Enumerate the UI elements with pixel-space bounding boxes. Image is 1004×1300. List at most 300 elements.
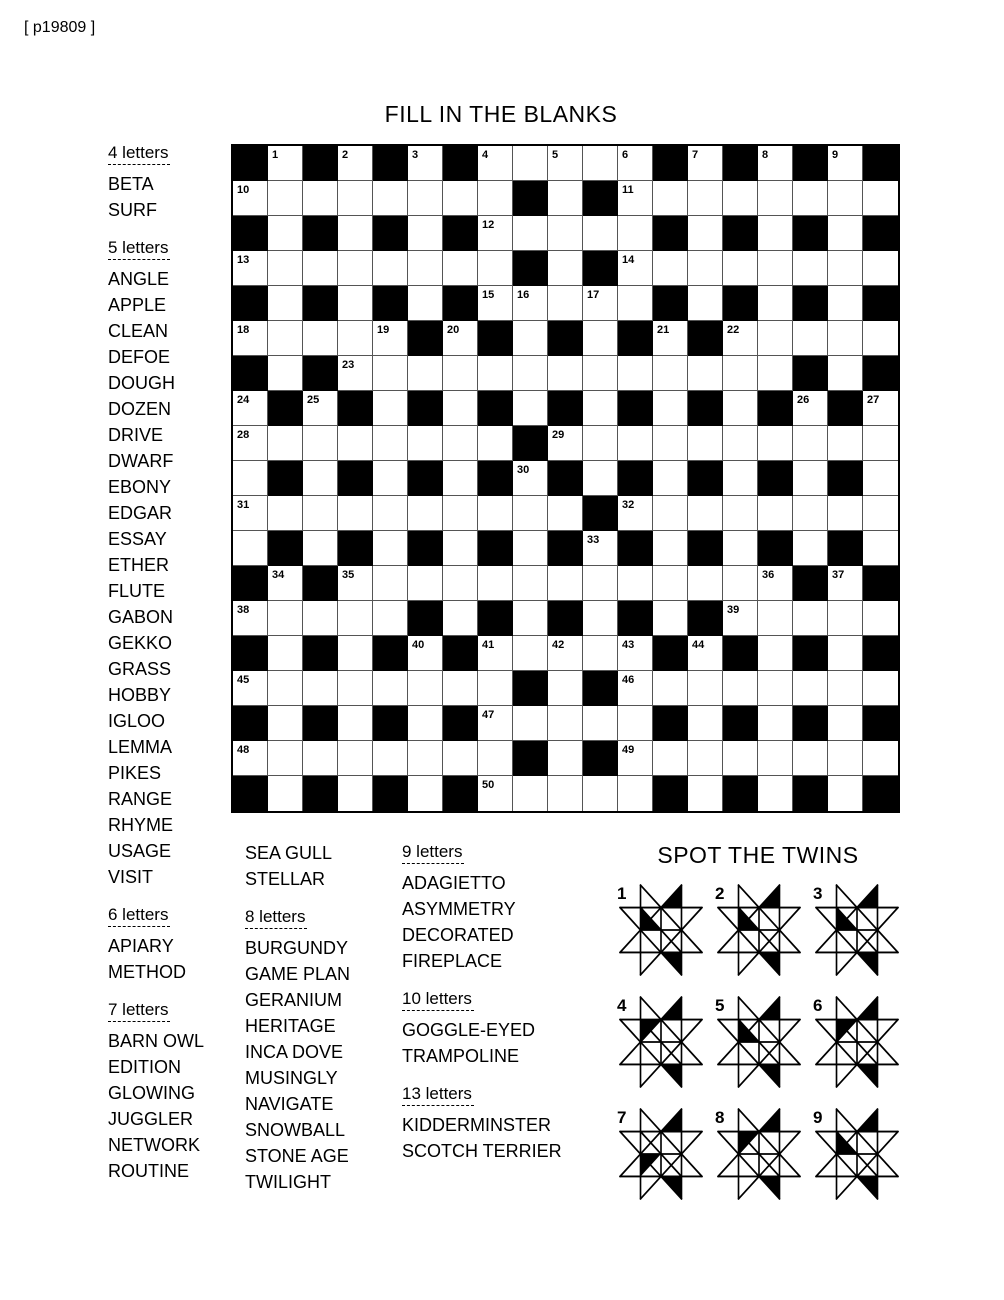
black-cell bbox=[513, 181, 548, 216]
clue-number: 40 bbox=[412, 639, 425, 651]
black-cell bbox=[338, 391, 373, 426]
clue-number: 44 bbox=[692, 639, 705, 651]
clue-number: 38 bbox=[237, 604, 250, 616]
grid-cell bbox=[758, 146, 793, 181]
black-cell bbox=[863, 216, 898, 251]
grid-cell bbox=[583, 321, 618, 356]
grid-cell bbox=[653, 356, 688, 391]
grid-cell bbox=[828, 671, 863, 706]
black-cell bbox=[303, 636, 338, 671]
grid-cell bbox=[408, 286, 443, 321]
grid-cell bbox=[338, 426, 373, 461]
black-cell bbox=[723, 776, 758, 811]
clue-number: 46 bbox=[622, 674, 635, 686]
black-cell bbox=[268, 391, 303, 426]
grid-cell bbox=[653, 741, 688, 776]
clue-number: 31 bbox=[237, 499, 250, 511]
black-cell bbox=[583, 741, 618, 776]
word-item: IGLOO bbox=[108, 711, 166, 731]
grid-cell bbox=[408, 741, 443, 776]
grid-cell bbox=[548, 776, 583, 811]
grid-cell bbox=[583, 706, 618, 741]
grid-cell bbox=[758, 741, 793, 776]
word-item: CLEAN bbox=[108, 321, 169, 341]
grid-cell bbox=[688, 356, 723, 391]
grid-cell bbox=[338, 741, 373, 776]
clue-number: 42 bbox=[552, 639, 565, 651]
word-group-heading: 4 letters bbox=[108, 142, 170, 165]
black-cell bbox=[863, 566, 898, 601]
black-cell bbox=[443, 216, 478, 251]
grid-cell bbox=[618, 741, 653, 776]
grid-cell bbox=[863, 391, 898, 426]
word-group bbox=[108, 999, 204, 1184]
black-cell bbox=[618, 531, 653, 566]
grid-cell bbox=[373, 461, 408, 496]
grid-cell bbox=[723, 461, 758, 496]
black-cell bbox=[233, 776, 268, 811]
black-cell bbox=[793, 706, 828, 741]
grid-cell bbox=[863, 531, 898, 566]
grid-cell bbox=[583, 356, 618, 391]
grid-cell bbox=[408, 636, 443, 671]
word-group bbox=[402, 1083, 562, 1164]
word-item: DOZEN bbox=[108, 399, 171, 419]
grid-cell bbox=[863, 251, 898, 286]
grid-cell bbox=[478, 251, 513, 286]
word-item: TRAMPOLINE bbox=[402, 1046, 520, 1066]
word-item: EDGAR bbox=[108, 503, 173, 523]
grid-cell bbox=[268, 671, 303, 706]
grid-cell bbox=[338, 286, 373, 321]
grid-cell bbox=[338, 251, 373, 286]
black-cell bbox=[233, 146, 268, 181]
grid-cell bbox=[793, 601, 828, 636]
grid-cell bbox=[268, 286, 303, 321]
word-item: BETA bbox=[108, 174, 154, 194]
clue-number: 8 bbox=[762, 149, 769, 161]
grid-cell bbox=[373, 496, 408, 531]
grid-cell bbox=[653, 671, 688, 706]
grid-cell bbox=[793, 741, 828, 776]
grid-cell bbox=[478, 356, 513, 391]
black-cell bbox=[338, 461, 373, 496]
grid-cell bbox=[408, 776, 443, 811]
grid-cell bbox=[443, 496, 478, 531]
grid-cell bbox=[758, 601, 793, 636]
grid-cell bbox=[653, 531, 688, 566]
black-cell bbox=[443, 286, 478, 321]
black-cell bbox=[688, 531, 723, 566]
grid-cell bbox=[513, 496, 548, 531]
word-item: ESSAY bbox=[108, 529, 167, 549]
grid-cell bbox=[268, 776, 303, 811]
grid-cell bbox=[758, 671, 793, 706]
black-cell bbox=[408, 601, 443, 636]
grid-cell bbox=[793, 391, 828, 426]
clue-number: 39 bbox=[727, 604, 740, 616]
word-item: NETWORK bbox=[108, 1135, 200, 1155]
grid-cell bbox=[758, 251, 793, 286]
black-cell bbox=[793, 636, 828, 671]
grid-cell bbox=[688, 286, 723, 321]
grid-cell bbox=[373, 181, 408, 216]
black-cell bbox=[303, 146, 338, 181]
black-cell bbox=[583, 251, 618, 286]
grid-cell bbox=[303, 601, 338, 636]
twin-star-7[interactable] bbox=[617, 1108, 703, 1200]
word-item: GRASS bbox=[108, 659, 172, 679]
grid-cell bbox=[408, 181, 443, 216]
black-cell bbox=[653, 706, 688, 741]
clue-number: 7 bbox=[692, 149, 699, 161]
grid-cell bbox=[408, 251, 443, 286]
grid-cell bbox=[618, 251, 653, 286]
grid-cell bbox=[653, 181, 688, 216]
grid-cell bbox=[828, 426, 863, 461]
grid-cell bbox=[828, 356, 863, 391]
black-cell bbox=[548, 321, 583, 356]
grid-cell bbox=[583, 601, 618, 636]
grid-cell bbox=[583, 146, 618, 181]
grid-cell bbox=[583, 531, 618, 566]
word-item: DECORATED bbox=[402, 925, 514, 945]
grid-cell bbox=[268, 356, 303, 391]
grid-cell bbox=[443, 671, 478, 706]
grid-cell bbox=[233, 671, 268, 706]
grid-cell bbox=[828, 741, 863, 776]
grid-cell bbox=[758, 321, 793, 356]
grid-cell bbox=[828, 706, 863, 741]
twin-star-2[interactable] bbox=[715, 884, 801, 976]
grid-cell bbox=[863, 181, 898, 216]
grid-cell bbox=[863, 426, 898, 461]
grid-cell bbox=[513, 706, 548, 741]
grid-cell bbox=[513, 356, 548, 391]
black-cell bbox=[863, 286, 898, 321]
word-item: GOGGLE-EYED bbox=[402, 1020, 536, 1040]
black-cell bbox=[268, 531, 303, 566]
grid-cell bbox=[653, 321, 688, 356]
word-item: APIARY bbox=[108, 936, 174, 956]
grid-cell bbox=[513, 321, 548, 356]
grid-cell bbox=[268, 496, 303, 531]
twin-star-8[interactable] bbox=[715, 1108, 801, 1200]
word-item: USAGE bbox=[108, 841, 172, 861]
grid-cell bbox=[723, 531, 758, 566]
grid-cell bbox=[583, 461, 618, 496]
clue-number: 18 bbox=[237, 324, 250, 336]
grid-cell bbox=[373, 671, 408, 706]
black-cell bbox=[513, 251, 548, 286]
star-label: 9 bbox=[813, 1108, 823, 1127]
clue-number: 11 bbox=[622, 184, 634, 196]
clue-number: 26 bbox=[797, 394, 810, 406]
twin-star-9[interactable] bbox=[813, 1108, 899, 1200]
grid-cell bbox=[303, 461, 338, 496]
black-cell bbox=[373, 146, 408, 181]
grid-cell bbox=[408, 426, 443, 461]
black-cell bbox=[758, 461, 793, 496]
grid-cell bbox=[408, 356, 443, 391]
grid-cell bbox=[443, 356, 478, 391]
grid-cell bbox=[688, 776, 723, 811]
grid-cell bbox=[758, 636, 793, 671]
grid-cell bbox=[268, 601, 303, 636]
clue-number: 10 bbox=[237, 184, 250, 196]
black-cell bbox=[443, 146, 478, 181]
grid-cell bbox=[478, 636, 513, 671]
black-cell bbox=[793, 286, 828, 321]
grid-cell bbox=[863, 741, 898, 776]
grid-cell bbox=[233, 251, 268, 286]
grid-cell bbox=[793, 461, 828, 496]
black-cell bbox=[793, 776, 828, 811]
grid-cell bbox=[828, 601, 863, 636]
clue-number: 49 bbox=[622, 744, 635, 756]
twin-star-3[interactable] bbox=[813, 884, 899, 976]
black-cell bbox=[688, 321, 723, 356]
grid-cell bbox=[443, 741, 478, 776]
grid-cell bbox=[443, 391, 478, 426]
grid-cell bbox=[793, 531, 828, 566]
star-label: 3 bbox=[813, 884, 823, 903]
grid-cell bbox=[723, 566, 758, 601]
grid-cell bbox=[408, 496, 443, 531]
grid-cell bbox=[513, 531, 548, 566]
word-list-column-1 bbox=[108, 142, 204, 1184]
grid-cell bbox=[373, 566, 408, 601]
black-cell bbox=[303, 776, 338, 811]
word-item: STELLAR bbox=[245, 869, 326, 889]
grid-cell bbox=[268, 216, 303, 251]
grid-cell bbox=[793, 496, 828, 531]
grid-cell bbox=[478, 496, 513, 531]
word-item: EDITION bbox=[108, 1057, 182, 1077]
grid-cell bbox=[828, 216, 863, 251]
word-item: SEA GULL bbox=[245, 843, 333, 863]
clue-number: 27 bbox=[867, 394, 880, 406]
word-item: GLOWING bbox=[108, 1083, 196, 1103]
grid-cell bbox=[618, 286, 653, 321]
word-group-heading: 10 letters bbox=[402, 988, 474, 1011]
grid-cell bbox=[618, 181, 653, 216]
word-item: HERITAGE bbox=[245, 1016, 336, 1036]
grid-cell bbox=[408, 566, 443, 601]
grid-cell bbox=[303, 496, 338, 531]
word-item: RANGE bbox=[108, 789, 173, 809]
grid-cell bbox=[373, 251, 408, 286]
grid-cell bbox=[478, 566, 513, 601]
black-cell bbox=[723, 706, 758, 741]
black-cell bbox=[303, 566, 338, 601]
clue-number: 16 bbox=[517, 289, 530, 301]
grid-cell bbox=[338, 636, 373, 671]
grid-cell bbox=[443, 181, 478, 216]
word-item: RHYME bbox=[108, 815, 174, 835]
black-cell bbox=[303, 286, 338, 321]
grid-cell bbox=[828, 251, 863, 286]
clue-number: 48 bbox=[237, 744, 250, 756]
grid-cell bbox=[723, 391, 758, 426]
black-cell bbox=[583, 671, 618, 706]
grid-cell bbox=[478, 216, 513, 251]
grid-cell bbox=[268, 321, 303, 356]
black-cell bbox=[478, 321, 513, 356]
black-cell bbox=[653, 776, 688, 811]
grid-cell bbox=[408, 216, 443, 251]
grid-cell bbox=[548, 496, 583, 531]
grid-cell bbox=[373, 531, 408, 566]
grid-cell bbox=[723, 251, 758, 286]
grid-cell bbox=[653, 601, 688, 636]
grid-cell bbox=[268, 181, 303, 216]
word-group-heading: 6 letters bbox=[108, 904, 170, 927]
grid-cell bbox=[653, 251, 688, 286]
word-group bbox=[245, 840, 350, 892]
grid-cell bbox=[653, 426, 688, 461]
clue-number: 15 bbox=[482, 289, 495, 301]
star-label: 4 bbox=[617, 996, 627, 1015]
grid-cell bbox=[478, 426, 513, 461]
grid-cell bbox=[478, 286, 513, 321]
grid-cell bbox=[688, 181, 723, 216]
clue-number: 14 bbox=[622, 254, 635, 266]
black-cell bbox=[548, 461, 583, 496]
grid-cell bbox=[688, 496, 723, 531]
grid-cell bbox=[583, 426, 618, 461]
black-cell bbox=[863, 706, 898, 741]
black-cell bbox=[583, 181, 618, 216]
grid-cell bbox=[828, 286, 863, 321]
grid-cell bbox=[723, 321, 758, 356]
word-item: INCA DOVE bbox=[245, 1042, 344, 1062]
grid-cell bbox=[478, 671, 513, 706]
black-cell bbox=[618, 321, 653, 356]
grid-cell bbox=[443, 321, 478, 356]
grid-cell bbox=[303, 531, 338, 566]
clue-number: 20 bbox=[447, 324, 460, 336]
clue-number: 33 bbox=[587, 534, 600, 546]
grid-cell bbox=[793, 426, 828, 461]
grid-cell bbox=[303, 391, 338, 426]
black-cell bbox=[618, 461, 653, 496]
grid-cell bbox=[338, 706, 373, 741]
grid-cell bbox=[338, 496, 373, 531]
grid-cell bbox=[583, 391, 618, 426]
black-cell bbox=[828, 461, 863, 496]
word-item: METHOD bbox=[108, 962, 186, 982]
grid-cell bbox=[723, 671, 758, 706]
black-cell bbox=[828, 391, 863, 426]
grid-cell bbox=[618, 356, 653, 391]
black-cell bbox=[688, 391, 723, 426]
grid-cell bbox=[373, 321, 408, 356]
grid-cell bbox=[758, 776, 793, 811]
word-group bbox=[108, 904, 204, 985]
grid-cell bbox=[338, 671, 373, 706]
grid-cell bbox=[443, 601, 478, 636]
black-cell bbox=[583, 496, 618, 531]
grid-cell bbox=[653, 566, 688, 601]
grid-cell bbox=[828, 636, 863, 671]
word-item: ANGLE bbox=[108, 269, 170, 289]
word-item: DEFOE bbox=[108, 347, 171, 367]
grid-cell bbox=[723, 496, 758, 531]
word-item: DRIVE bbox=[108, 425, 164, 445]
grid-cell bbox=[338, 566, 373, 601]
word-group-heading: 7 letters bbox=[108, 999, 170, 1022]
clue-number: 34 bbox=[272, 569, 285, 581]
twin-star-5[interactable] bbox=[715, 996, 801, 1088]
clue-number: 36 bbox=[762, 569, 775, 581]
grid-cell bbox=[618, 216, 653, 251]
grid-cell bbox=[548, 286, 583, 321]
black-cell bbox=[373, 636, 408, 671]
grid-cell bbox=[338, 146, 373, 181]
clue-number: 2 bbox=[342, 149, 349, 161]
word-list-column-2 bbox=[245, 840, 350, 1195]
grid-cell bbox=[548, 566, 583, 601]
grid-cell bbox=[268, 566, 303, 601]
clue-number: 32 bbox=[622, 499, 635, 511]
grid-cell bbox=[653, 496, 688, 531]
grid-cell bbox=[268, 706, 303, 741]
grid-cell bbox=[268, 251, 303, 286]
black-cell bbox=[548, 601, 583, 636]
crossword-grid bbox=[231, 144, 900, 813]
twin-star-4[interactable] bbox=[617, 996, 703, 1088]
grid-cell bbox=[268, 636, 303, 671]
grid-cell bbox=[723, 356, 758, 391]
grid-cell bbox=[233, 181, 268, 216]
word-item: DOUGH bbox=[108, 373, 175, 393]
word-item: SURF bbox=[108, 200, 157, 220]
black-cell bbox=[653, 146, 688, 181]
grid-cell bbox=[618, 776, 653, 811]
clue-number: 13 bbox=[237, 254, 250, 266]
clue-number: 17 bbox=[587, 289, 600, 301]
black-cell bbox=[373, 776, 408, 811]
grid-cell bbox=[758, 496, 793, 531]
black-cell bbox=[653, 216, 688, 251]
grid-cell bbox=[688, 216, 723, 251]
grid-cell bbox=[793, 251, 828, 286]
twin-star-1[interactable] bbox=[617, 884, 703, 976]
grid-cell bbox=[618, 426, 653, 461]
black-cell bbox=[443, 706, 478, 741]
grid-cell bbox=[548, 251, 583, 286]
black-cell bbox=[408, 531, 443, 566]
clue-number: 3 bbox=[412, 149, 419, 161]
word-list-column-3 bbox=[402, 841, 562, 1164]
grid-cell bbox=[548, 146, 583, 181]
black-cell bbox=[793, 216, 828, 251]
grid-cell bbox=[233, 601, 268, 636]
clue-number: 50 bbox=[482, 779, 495, 791]
black-cell bbox=[793, 356, 828, 391]
grid-cell bbox=[828, 776, 863, 811]
black-cell bbox=[653, 286, 688, 321]
clue-number: 6 bbox=[622, 149, 629, 161]
clue-number: 45 bbox=[237, 674, 250, 686]
grid-cell bbox=[758, 426, 793, 461]
twin-star-6[interactable] bbox=[813, 996, 899, 1088]
grid-cell bbox=[513, 461, 548, 496]
star-label: 2 bbox=[715, 884, 725, 903]
black-cell bbox=[723, 636, 758, 671]
grid-cell bbox=[338, 601, 373, 636]
